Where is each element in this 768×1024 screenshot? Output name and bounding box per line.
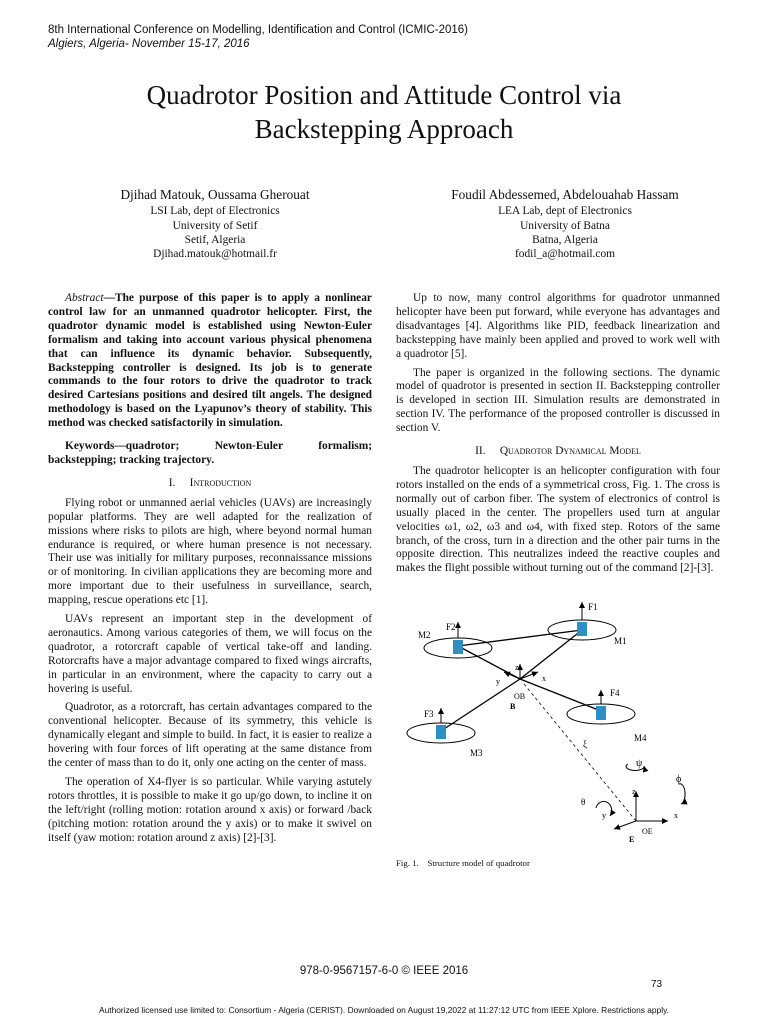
section-heading-intro [48, 477, 372, 491]
author-block-1 [60, 188, 370, 261]
quadrotor-figure [396, 596, 726, 854]
label-theta: θ [581, 797, 586, 807]
earth-y-axis [614, 821, 636, 829]
body-y-axis [504, 672, 520, 679]
figure-caption [396, 858, 530, 868]
label-psi: ψ [636, 758, 643, 769]
author-names: Djihad Matouk, Oussama Gherouat [120, 187, 310, 202]
section-title: Quadrotor Dynamical Model [499, 445, 641, 458]
label-m2: M2 [418, 630, 431, 640]
caption-text: Structure model of quadrotor [427, 858, 530, 868]
arm-line [520, 679, 601, 711]
authorization-notice: Authorized licensed use limited to: Consortium - Algeria (CERIST). Downloaded on August 19,2022 at 11:27:12 UTC from IEEE Xplore. Restrictions apply. [99, 1005, 669, 1015]
label-oe: OE [642, 827, 653, 836]
left-column [48, 292, 372, 851]
paragraph: Up to now, many control algorithms for quadrotor unmanned helicopter have been put forward, while everyone has advantages and disadvantages [4]. Algorithms like PID, feedback linearization and backstepping have mainly been applied and proved to work well with a quadrotor [5]. [396, 292, 720, 360]
author-city: Setif, Algeria [184, 233, 246, 246]
position-vector [524, 684, 636, 821]
paragraph: The quadrotor helicopter is an helicopter configuration with four rotors installed on the ends of a symmetrical cross, Fig. 1. The cross is normally out of carbon fiber. The system of electronics of control is usually placed in the center. The propellers used turn at angular velocities ω1, ω2, ω3 and ω4, with fixed step. Rotors of the same branch, of the cross, turn in a direction and the other pair turns in the opposite direction. This neutralizes indeed the reactive couples and makes the flight possible without turning out of the command [2]-[3]. [396, 464, 720, 575]
roll-arrow [679, 784, 685, 804]
author-names: Foudil Abdessemed, Abdelouahab Hassam [451, 187, 679, 202]
rotor-2 [424, 622, 492, 658]
author-email: fodil_a@hotmail.com [514, 248, 615, 261]
author-lab: LSI Lab, dept of Electronics [150, 205, 280, 218]
abstract-text: —The purpose of this paper is to apply a nonlinear control law for an unmanned quadrotor helicopter. First, the quadrotor dynamic model is established using Newton-Euler formalism and taking into account various physical phenomena that can influence its dynamic behavior. Subsequently, Backstepping controller is designed. Its job is to generate commands to the four rotors to drive the quadrotor to track desired Cartesians positions and desired tilt angels. The designed methodology is based on the Lyapunov’s theory of stability. This method was checked satisfactorily in simulation. [48, 292, 372, 430]
conference-location: Algiers, Algeria- November 15-17, 2016 [48, 38, 250, 50]
label-m3: M3 [470, 748, 483, 758]
abstract [48, 292, 372, 431]
rotor-1 [548, 602, 616, 640]
label-f2: F2 [446, 622, 456, 632]
author-lab: LEA Lab, dept of Electronics [498, 205, 632, 218]
paragraph: The operation of X4-flyer is so particular. While varying astutely rotors throttles, it is possible to make it go up/go down, to incline it on the left/right (rolling motion: rotation around x axis) or forward /back (pitching motion: rotation around the y axis) or to make it swivel on itself (yaw motion: rotation around z axis) [2]-[3]. [48, 776, 372, 844]
author-city: Batna, Algeria [532, 233, 598, 246]
label-f4: F4 [610, 688, 620, 698]
paper-title [0, 78, 768, 146]
title-line-2: Backstepping Approach [254, 114, 514, 144]
author-email: Djihad.matouk@hotmail.fr [153, 248, 277, 261]
page-number: 73 [651, 979, 663, 990]
section-number: I. [168, 476, 176, 489]
label-body-y: y [496, 677, 500, 686]
right-column [396, 292, 720, 581]
abstract-label: Abstract [65, 292, 104, 304]
label-body-x: x [542, 674, 546, 683]
label-m1: M1 [614, 636, 627, 646]
label-body-z: z [515, 663, 519, 672]
label-b: B [510, 702, 516, 711]
author-block-2 [410, 188, 720, 261]
label-phi: ϕ [676, 774, 682, 785]
label-earth-z: z [632, 787, 636, 796]
caption-number: Fig. 1. [396, 858, 419, 868]
arm-line [458, 646, 520, 679]
title-line-1: Quadrotor Position and Attitude Control via [146, 80, 622, 110]
isbn-footer: 978-0-9567157-6-0 © IEEE 2016 [299, 965, 469, 977]
label-earth-y: y [602, 811, 606, 820]
label-ob: OB [514, 692, 526, 701]
label-f1: F1 [588, 602, 598, 612]
rotor-4 [567, 690, 635, 724]
author-university: University of Setif [172, 219, 258, 232]
paragraph: Quadrotor, as a rotorcraft, has certain advantages compared to the conventional helicopter. Because of its symmetry, this vehicle is dynamically elegant and simple to build. In fact, it is easier to realize a hovering with four forces of lift operating at the same distance from the center of mass than to do it, only one acting on the center of mass. [48, 701, 372, 770]
section-number: II. [475, 445, 486, 458]
paragraph: Flying robot or unmanned aerial vehicles (UAVs) are increasingly popular platforms. They are well adapted for the realization of missions where risks to pilots are high, where beyond normal human endurance is required, or where human presence is not necessary. Their use was initially for military purposes, reconnaissance missions or of monitoring. In civilian applications they are becoming more and more important due to their usefulness in surveillance, search, mapping, rescue operations etc [1]. [48, 496, 372, 607]
body-x-axis [520, 672, 538, 679]
author-university: University of Batna [520, 219, 610, 232]
conference-header: 8th International Conference on Modelling, Identification and Control (ICMIC-2016) [48, 24, 468, 36]
label-earth-x: x [674, 811, 678, 820]
section-heading-model [396, 445, 720, 459]
label-xi: ξ [583, 739, 588, 749]
section-title: Introduction [189, 476, 252, 489]
label-f3: F3 [424, 709, 434, 719]
label-m4: M4 [634, 733, 647, 743]
paragraph: The paper is organized in the following sections. The dynamic model of quadrotor is presented in section II. Backstepping controller is developed in section III. Simulation results are demonstrated in section IV. The performance of the proposed controller is discussed in section V. [396, 366, 720, 435]
paragraph: UAVs represent an important step in the development of aeronautics. Among various categories of them, we will focus on the quadrotor, a rotorcraft capable of vertical take-off and landing. Rotorcrafts have a major advantage compared to fixed wings aircrafts, in particular in an environment, where the capacity to carry out a hovering is useful. [48, 613, 372, 695]
keywords: Keywords—quadrotor; Newton-Euler formalism; backstepping; tracking trajectory. [48, 440, 372, 466]
rotor-3 [407, 708, 475, 743]
label-e: E [629, 835, 635, 844]
